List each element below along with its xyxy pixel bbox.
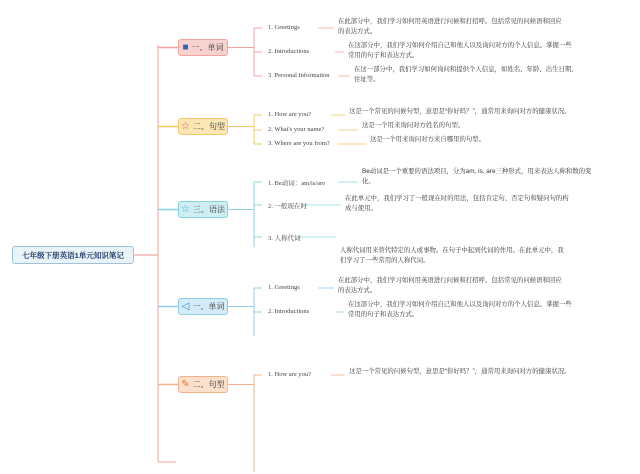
leaf-label[interactable]: 1. How are you? bbox=[268, 371, 311, 378]
description-line: 在这一部分中，我们学习如何询问和提供个人信息，如姓名、年龄、出生日期、 bbox=[354, 66, 578, 73]
branch-label: 二、句型 bbox=[192, 122, 225, 131]
leaf-description bbox=[349, 367, 571, 377]
description-line: 成与使用。 bbox=[345, 205, 377, 212]
leaf-description bbox=[338, 276, 562, 296]
leaf-label[interactable]: 3. Where are you from? bbox=[268, 140, 330, 147]
arrow-icon: ◁ bbox=[181, 300, 190, 312]
leaf-label[interactable]: 2. Introductions bbox=[268, 48, 310, 55]
description-line: 在此部分中，我们学习如何用英语进行问候和打招呼。包括常见的问候语和回应 bbox=[338, 277, 562, 284]
branch-label: 一、单词 bbox=[191, 43, 224, 52]
branch-label: 一、单词 bbox=[192, 302, 225, 311]
leaf-label[interactable]: 1. Be动词：am/is/are bbox=[268, 180, 326, 187]
branch-node-2[interactable] bbox=[178, 201, 228, 218]
description-line: Be动词是一个重要的语法项目，分为am, is, are三种形式，用来表达人称和数的变 bbox=[362, 168, 592, 175]
leaf-description bbox=[362, 167, 591, 187]
leaf-label[interactable]: 2. 一般现在时 bbox=[268, 203, 307, 210]
description-line: 常用的句子和表达方式。 bbox=[348, 311, 419, 318]
leaf-label[interactable]: 3. Personal Information bbox=[268, 72, 330, 79]
leaf-label[interactable]: 1. How are you? bbox=[268, 111, 311, 118]
leaf-description bbox=[340, 246, 564, 266]
leaf-description bbox=[348, 41, 572, 61]
leaf-label[interactable]: 1. Greetings bbox=[268, 284, 300, 291]
branch-node-4[interactable] bbox=[178, 376, 228, 393]
description-line: 这是一个常见的问候句型，意思是“你好吗？”，通常用来询问对方的健康状况。 bbox=[349, 108, 571, 115]
description-line: 常用的句子和表达方式。 bbox=[348, 52, 419, 59]
branch-label: 二、句型 bbox=[192, 380, 225, 389]
branch-label: 三、语法 bbox=[192, 205, 225, 214]
description-line: 的表达方式。 bbox=[338, 287, 377, 294]
description-line: 在此部分中，我们学习如何用英语进行问候和打招呼。包括常见的问候语和回应 bbox=[338, 18, 562, 25]
root-node[interactable] bbox=[12, 246, 134, 264]
description-line: 在这部分中，我们学习如何介绍自己和他人以及询问对方的个人信息。掌握一些 bbox=[348, 42, 572, 49]
description-line: 这是一个用来询问对方姓名的句型。 bbox=[362, 122, 465, 129]
leaf-label[interactable]: 1. Greetings bbox=[268, 24, 300, 31]
description-line: 的表达方式。 bbox=[338, 28, 377, 35]
leaf-description bbox=[370, 135, 485, 145]
leaf-label[interactable]: 3. 人称代词 bbox=[268, 235, 301, 242]
description-line: 住址等。 bbox=[354, 76, 380, 83]
leaf-description bbox=[348, 300, 572, 320]
leaf-description bbox=[345, 194, 569, 214]
branch-node-0[interactable] bbox=[178, 39, 228, 56]
star-icon: ☆ bbox=[181, 203, 190, 215]
branch-node-3[interactable] bbox=[178, 298, 228, 315]
leaf-description bbox=[354, 65, 578, 85]
root-label: 七年级下册英语1单元知识笔记 bbox=[22, 250, 124, 260]
pencil-icon: ✎ bbox=[181, 378, 190, 390]
description-line: 这是一个常见的问候句型，意思是“你好吗？”，通常用来询问对方的健康状况。 bbox=[349, 368, 571, 375]
description-line: 人称代词用来替代特定的人或事物。在句子中起到代词的作用。在此单元中，我 bbox=[340, 247, 564, 254]
leaf-description bbox=[362, 121, 464, 131]
branch-node-1[interactable] bbox=[178, 118, 228, 135]
leaf-label[interactable]: 2. Introductions bbox=[268, 308, 310, 315]
description-line: 在这部分中，我们学习如何介绍自己和他人以及询问对方的个人信息。掌握一些 bbox=[348, 301, 572, 308]
star-icon: ☆ bbox=[181, 120, 190, 132]
description-line: 在此单元中，我们学习了一般现在时的用法，包括肯定句、否定句和疑问句的构 bbox=[345, 195, 569, 202]
description-line: 这是一个用来询问对方来自哪里的句型。 bbox=[370, 136, 486, 143]
leaf-label[interactable]: 2. What's your name? bbox=[268, 126, 325, 133]
description-line: 们学习了一些常用的人称代词。 bbox=[340, 257, 430, 264]
leaf-description bbox=[338, 17, 562, 37]
description-line: 化。 bbox=[362, 178, 375, 185]
square-icon: ■ bbox=[182, 41, 189, 53]
leaf-description bbox=[349, 107, 571, 117]
